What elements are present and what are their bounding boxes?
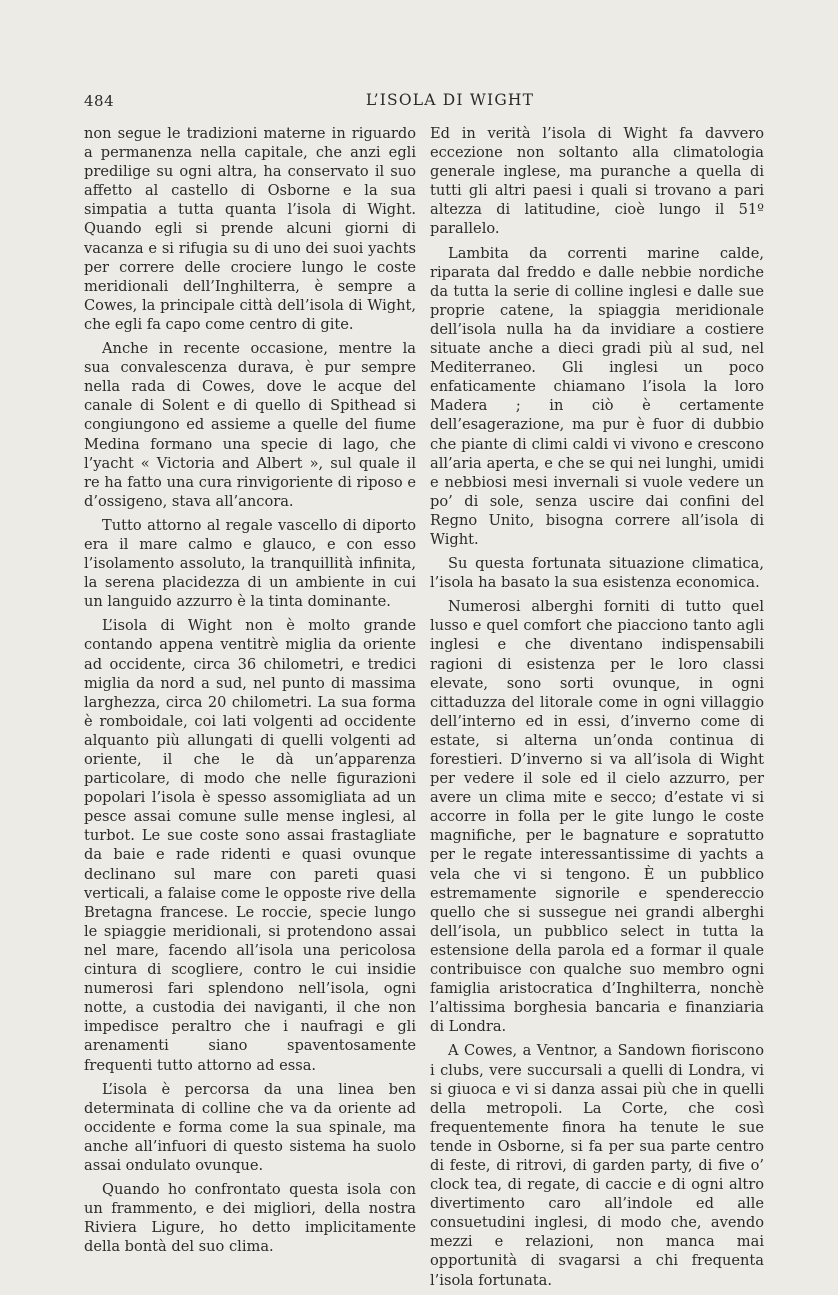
left-column (84, 124, 416, 1261)
paragraph: L’isola di Wight non è molto grande contando appena ventitrè miglia da oriente ad occidente, circa 36 chilometri, e tredici miglia da nord a sud, nel punto di massima larghezza, circa 20 chilometri. La sua forma è romboidale, coi lati volgenti ad occidente alquanto più allungati di quelli volgenti ad oriente, il che le dà un’apparenza particolare, di modo che nelle figurazioni popolari l’isola è spesso assomigliata ad un pesce assai comune sulle mense inglesi, al turbot. Le sue coste sono assai frastagliate da baie e rade ridenti e quasi ovunque declinano sul mare con pareti quasi verticali, a falaise come le opposte rive della Bretagna francese. Le roccie, specie lungo le spiaggie meridionali, si protendono assai nel mare, facendo all’isola una pericolosa cintura di scogliere, contro le cui insidie numerosi fari splendono nell’isola, ogni notte, a custodia dei naviganti, il che non impedisce peraltro che i naufragi e gli arenamenti siano spaventosamente frequenti tutto attorno ad essa. (84, 617, 416, 1074)
paragraph: Lambita da correnti marine calde, riparata dal freddo e dalle nebbie nordiche da tutta la serie di colline inglesi e dalle sue proprie catene, la spiaggia meridionale dell’isola nulla ha da invidiare a costiere situate anche a dieci gradi più al sud, nel Mediterraneo. Gli inglesi un poco enfaticamente chiamano l’isola la loro Madera ; in ciò è certamente dell’esagerazione, ma pur è fuor di dubbio che piante di climi caldi vi vivono e crescono all’aria aperta, e che se qui nei lunghi, umidi e nebbiosi mesi invernali si vuole vedere un po’ di sole, senza uscire dai confini del Regno Unito, bisogna correre all’isola di Wight. (430, 244, 764, 548)
paragraph: Tutto attorno al regale vascello di diporto era il mare calmo e glauco, e con esso l’isolamento assoluto, la tranquillità infinita, la serena placidezza di un ambiente in cui un languido azzurro è la tinta dominante. (84, 516, 416, 611)
paragraph: Ed in verità l’isola di Wight fa davvero eccezione non soltanto alla climatologia generale inglese, ma puranche a quella di tutti gli altri paesi i quali si trovano a pari altezza di latitudine, cioè lungo il 51º parallelo. (430, 125, 764, 238)
page-number: 484 (84, 92, 115, 110)
paragraph: Numerosi alberghi forniti di tutto quel lusso e quel comfort che piacciono tanto agli inglesi e che diventano indispensabili ragioni di esistenza per le loro classi elevate, sono sorti ovunque, in ogni cittaduzza del litorale come in ogni villaggio dell’interno ed in essi, d’inverno come di estate, si alterna un’onda continua di forestieri. D’inverno si va all’isola di Wight per vedere il sole ed il cielo azzurro, per avere un clima mite e secco; d’estate vi si accorre in folla per le gite lungo le coste magnifiche, per le bagnature e sopratutto per le regate interessantissime di yachts a vela che vi si tengono. È un pubblico estremamente signorile e spendereccio quello che si sussegue nei grandi alberghi dell’isola, un pubblico select in tutta la estensione della parola ed a formar il quale contribuisce con qualche suo membro ogni famiglia aristocratica d’Inghilterra, nonchè l’altissima borghesia bancaria e finanziaria di Londra. (430, 598, 764, 1036)
paragraph: L’isola è percorsa da una linea ben determinata di colline che va da oriente ad occidente e forma come la sua spinale, ma anche all’infuori di questo sistema ha suolo assai ondulato ovunque. (84, 1080, 416, 1174)
paragraph: Quando ho confrontato questa isola con un frammento, e dei migliori, della nostra Riviera Ligure, ho detto implicitamente della bontà del suo clima. (84, 1181, 416, 1256)
paragraph: non segue le tradizioni materne in riguardo a permanenza nella capitale, che anzi egli predilige su ogni altra, ha conservato il suo affetto al castello di Osborne e la sua simpatia a tutta quanta l’isola di Wight. Quando egli si prende alcuni giorni di vacanza e si rifugia su di uno dei suoi yachts per correre delle crociere lungo le coste meridionali dell’Inghilterra, è sempre a Cowes, la principale città dell’isola di Wight, che egli fa capo come centro di gite. (84, 125, 416, 333)
right-column (430, 124, 764, 1295)
paragraph: A Cowes, a Ventnor, a Sandown fioriscono i clubs, vere succursali a quelli di Londra, vi si giuoca e vi si danza assai più che in quelli della metropoli. La Corte, che così frequentemente finora ha tenute le sue tende in Osborne, si fa per sua parte centro di feste, di ritrovi, di garden party, di five o’ clock tea, di regate, di caccie e di ogni altro divertimento caro all’indole ed alle consuetudini inglesi, di modo che, avendo mezzi e relazioni, non manca mai opportunità di svagarsi a chi frequenta l’isola fortunata. (430, 1042, 764, 1289)
running-title: L’ISOLA DI WIGHT (365, 91, 535, 109)
paragraph: Su questa fortunata situazione climatica, l’isola ha basato la sua esistenza economica. (430, 555, 764, 592)
paragraph: Anche in recente occasione, mentre la sua convalescenza durava, è pur sempre nella rada di Cowes, dove le acque del canale di Solent e di quello di Spithead si congiungono ed assieme a quelle del fiume Medina formano una specie di lago, che l’yacht « Victoria and Albert », sul quale il re ha fatto una cura rinvigoriente di riposo e d’ossigeno, stava all’ancora. (84, 340, 416, 510)
